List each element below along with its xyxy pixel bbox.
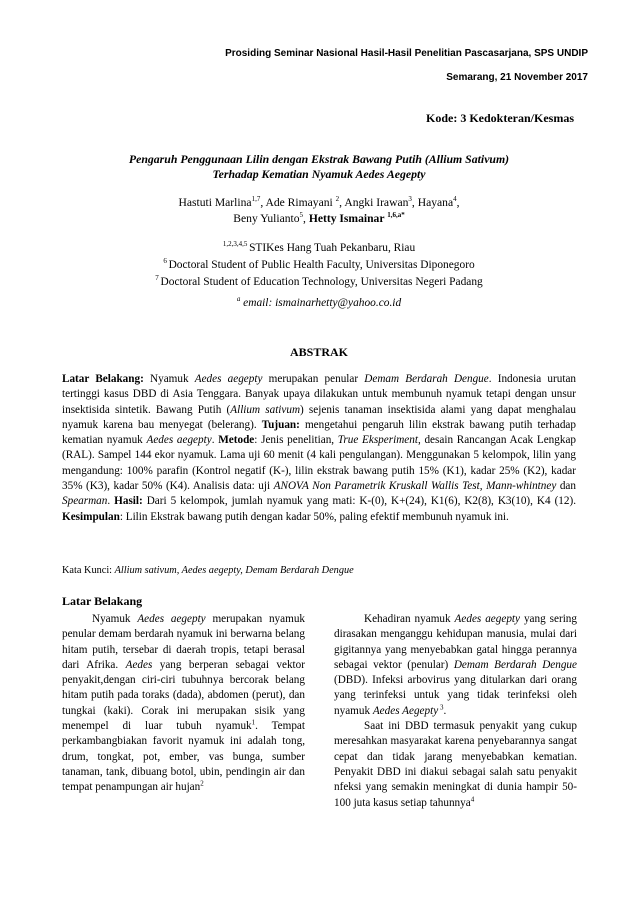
- subject-code: Kode: 3 Kedokteran/Kesmas: [426, 111, 574, 125]
- keywords: Kata Kunci: Allium sativum, Aedes aegepty, Demam Berdarah Dengue: [62, 565, 354, 576]
- running-header-date: Semarang, 21 November 2017: [446, 72, 588, 83]
- paper-title: Pengaruh Penggunaan Lilin dengan Ekstrak Bawang Putih (Allium Sativum) Terhadap Kematian Nyamuk Aedes Aegepty: [128, 152, 510, 181]
- right-column: [334, 612, 577, 811]
- paragraph: Saat ini DBD termasuk penyakit yang cukup meresahkan masyarakat karena penyebarannya sangat cepat dan tidak jarang menyebabkan kematian. Penyakit DBD ini diakui sebagai salah satu penyakit nfeksi yang semakin meningkat di dunia hampir 50-100 juta kasus setiap tahunnya$^4$: [334, 720, 577, 809]
- section-heading-background: Latar Belakang: [62, 594, 143, 608]
- author-list: Hastuti Marlina$^{1,7}$, Ade Rimayani $^2$, Angki Irawan$^3$, Hayana$^4$, Beny Yulianto$^5$, Hetty Ismainar $^{1,6,a*}$: [178, 195, 460, 225]
- paragraph: Kehadiran nyamuk Aedes aegepty yang sering dirasakan menganggu kehidupan manusia, mulai dari gigitannya yang menyebabkan gatal hingga perannya sebagai vektor (penular) Demam Berdarah Dengue (DBD). Infeksi arbovirus yang ditularkan dari orang yang terinfeksi untuk yang tidak terinfeksi oleh nyamuk Aedes Aegepty $^3$.: [334, 613, 577, 717]
- abstract-body: Latar Belakang: Nyamuk Aedes aegepty merupakan penular Demam Berdarah Dengue. Indonesia urutan tertinggi kasus DBD di Asia Tenggara. Banyak upaya dilakukan untuk membunuh nyamuk tetapi dengan unsur insektisida sintetik. Bawang Putih (Allium sativum) sejenis tanaman insektisida alami yang dapat menghalau nyamuk karena bau menyegat (belerang). Tujuan: mengetahui pengaruh lilin ekstrak bawang putih terhadap kematian nyamuk Aedes aegepty. Metode: Jenis penelitian, True Eksperiment, desain Rancangan Acak Lengkap (RAL). Sampel 144 ekor nyamuk. Lama uji 60 menit (4 kali pengulangan). Menggunakan 5 kelompok, lilin yang mengandung: 100% parafin (Kontrol negatif (K-), lilin ekstrak bawang putih 15% (K1), kadar 25% (K2), kadar 35% (K3), kadar 50% (K4). Analisis data: uji ANOVA Non Parametrik Kruskall Wallis Test, Mann-whintney dan Spearman. Hasil: Dari 5 kelompok, jumlah nyamuk yang mati: K-(0), K+(24), K1(6), K2(8), K3(10), K4 (12). Kesimpulan: Lilin Ekstrak bawang putih dengan kadar 50%, paling efektif membunuh nyamuk ini.: [62, 373, 577, 523]
- corresponding-email: $^a$ email: ismainarhetty@yahoo.co.id: [236, 295, 402, 309]
- abstract-heading: ABSTRAK: [289, 345, 348, 359]
- running-header-proceedings: Prosiding Seminar Nasional Hasil-Hasil Penelitian Pascasarjana, SPS UNDIP: [225, 48, 588, 59]
- left-column: [62, 612, 305, 796]
- paragraph: Nyamuk Aedes aegepty merupakan nyamuk penular demam berdarah nyamuk ini berwarna belang hitam putih, tersebar di daerah tropis, tetapi berasal dari Afrika. Aedes yang berperan sebagai vektor penyakit,dengan ciri-ciri tubuhnya bercorak belang hitam putih pada toraks (dada), abdomen (perut), dan tungkai (kaki). Corak ini merupakan sisik yang menempel di luar tubuh nyamuk$^1$. Tempat perkambangbiakan favorit nyamuk ini adalah tong, drum, tongkat, pot, ember, vas bunga, sumber tanaman, tank, dibuang botol, ubin, pendingin air dan tempat penampungan air hujan$^2$: [62, 613, 306, 794]
- affiliations: $^{1,2,3,4,5}$ STIKes Hang Tuah Pekanbaru, Riau $^6$ Doctoral Student of Public Health Faculty, Universitas Diponegoro $^7$ Doctoral Student of Education Technology, Universitas Negeri Padang: [155, 240, 483, 288]
